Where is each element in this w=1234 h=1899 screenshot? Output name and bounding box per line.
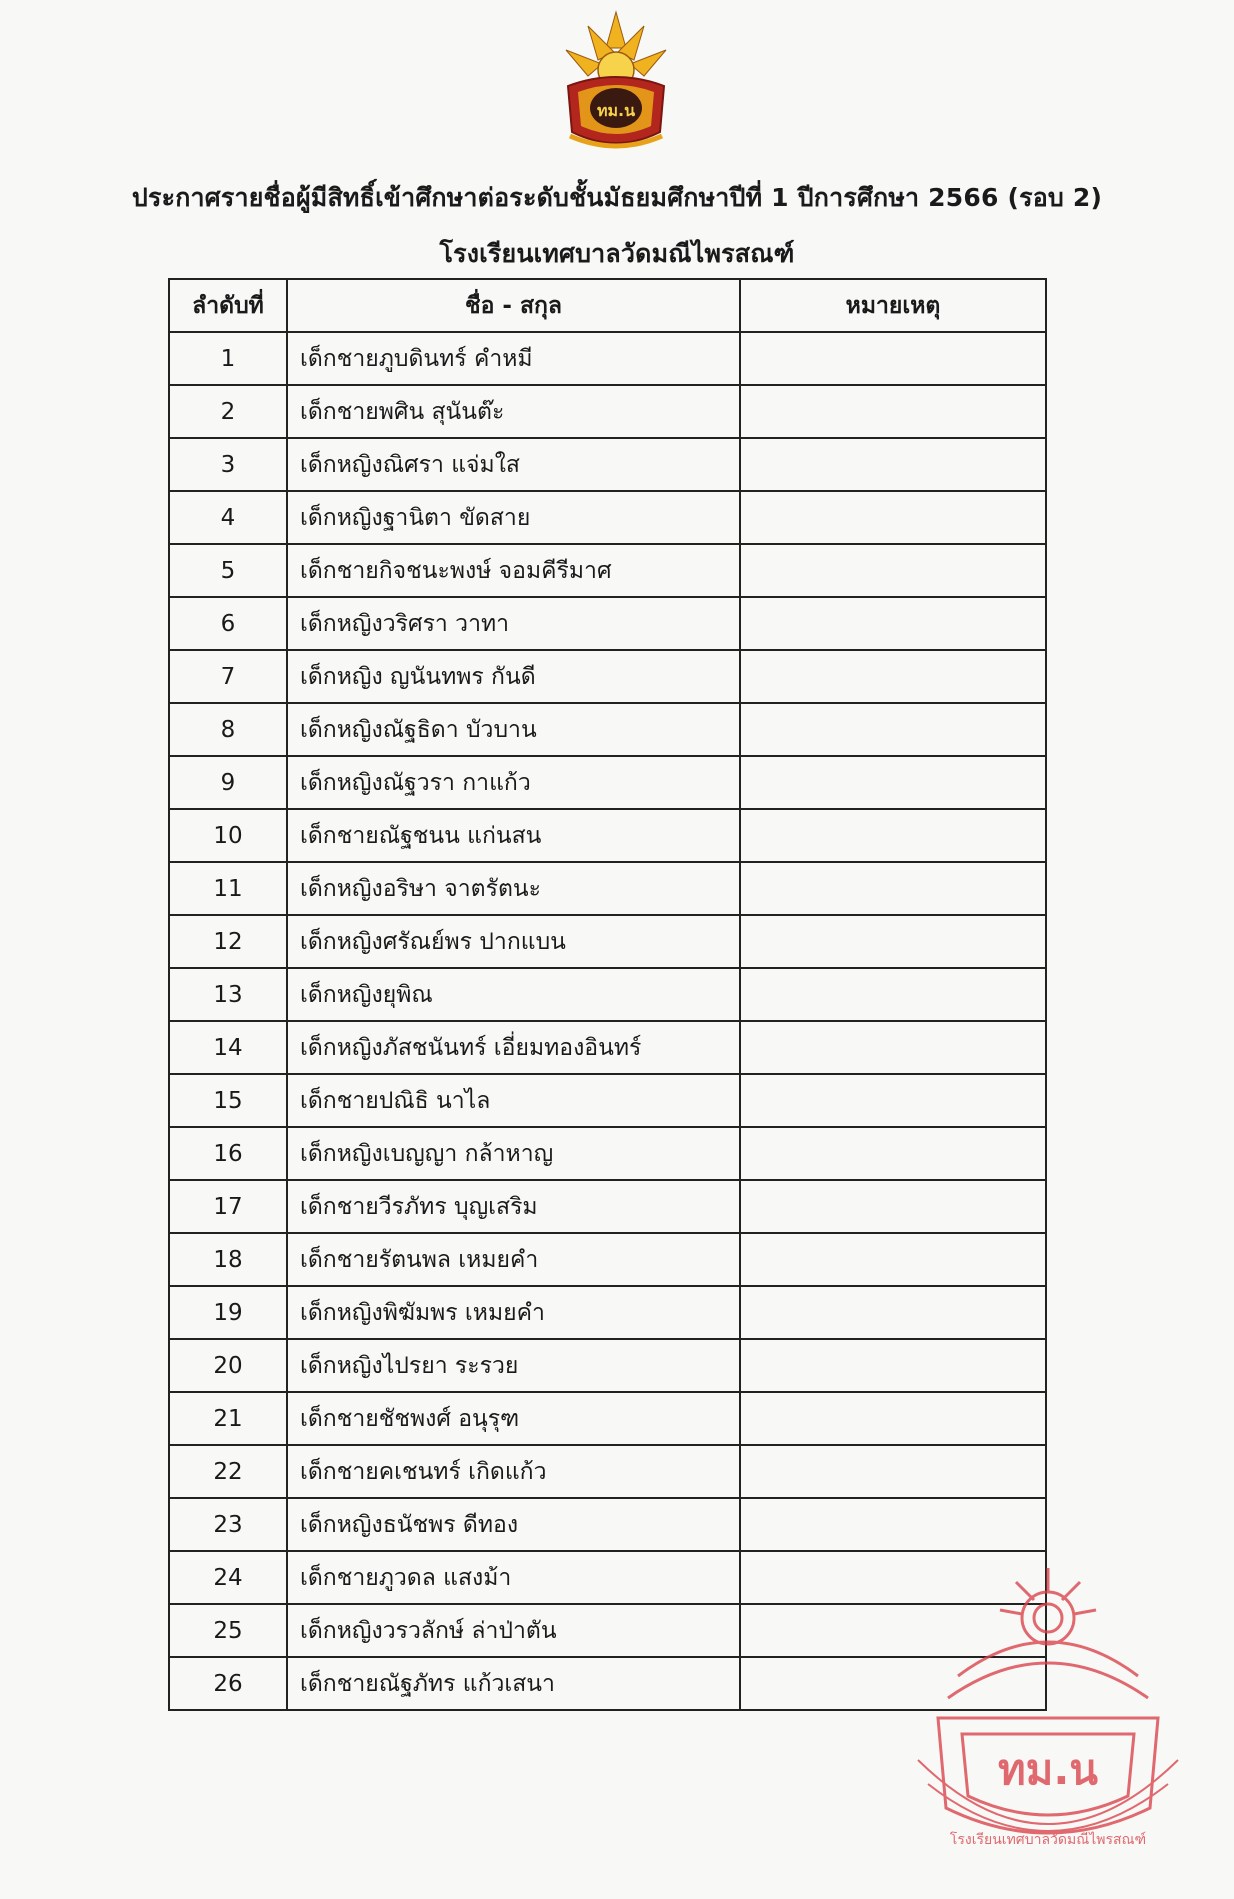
remark-cell <box>740 809 1046 862</box>
logo-text: ทม.น <box>596 101 636 120</box>
student-name: เด็กหญิงธนัชพร ดีทอง <box>287 1498 740 1551</box>
student-name: เด็กหญิงภัสชนันทร์ เอี่ยมทองอินทร์ <box>287 1021 740 1074</box>
table-row <box>169 1021 1046 1074</box>
table-row <box>169 756 1046 809</box>
row-number: 3 <box>169 438 287 491</box>
table-row <box>169 809 1046 862</box>
official-stamp <box>888 1548 1208 1868</box>
student-name: เด็กหญิงวรวลักษ์ ล่าป่าตัน <box>287 1604 740 1657</box>
student-name: เด็กชายกิจชนะพงษ์ จอมคีรีมาศ <box>287 544 740 597</box>
table-row <box>169 1498 1046 1551</box>
row-number: 19 <box>169 1286 287 1339</box>
row-number: 8 <box>169 703 287 756</box>
stamp-text: ทม.น <box>997 1745 1099 1794</box>
remark-cell <box>740 1339 1046 1392</box>
student-name: เด็กชายวีรภัทร บุญเสริม <box>287 1180 740 1233</box>
remark-cell <box>740 1021 1046 1074</box>
student-name: เด็กหญิงศรัณย์พร ปากแบน <box>287 915 740 968</box>
row-number: 6 <box>169 597 287 650</box>
remark-cell <box>740 332 1046 385</box>
row-number: 5 <box>169 544 287 597</box>
student-name: เด็กหญิงไปรยา ระรวย <box>287 1339 740 1392</box>
student-name: เด็กหญิงณัฐวรา กาแก้ว <box>287 756 740 809</box>
stamp-ring-text: โรงเรียนเทศบาลวัดมณีไพรสณฑ์ <box>949 1832 1147 1848</box>
row-number: 10 <box>169 809 287 862</box>
remark-cell <box>740 1445 1046 1498</box>
row-number: 4 <box>169 491 287 544</box>
table-row <box>169 1233 1046 1286</box>
table-row <box>169 1127 1046 1180</box>
row-number: 7 <box>169 650 287 703</box>
remark-cell <box>740 650 1046 703</box>
remark-cell <box>740 1392 1046 1445</box>
student-name: เด็กชายคเชนทร์ เกิดแก้ว <box>287 1445 740 1498</box>
row-number: 14 <box>169 1021 287 1074</box>
table-row <box>169 1074 1046 1127</box>
remark-cell <box>740 1286 1046 1339</box>
table-row <box>169 862 1046 915</box>
remark-cell <box>740 544 1046 597</box>
row-number: 23 <box>169 1498 287 1551</box>
row-number: 9 <box>169 756 287 809</box>
table-row <box>169 332 1046 385</box>
remark-cell <box>740 1180 1046 1233</box>
row-number: 2 <box>169 385 287 438</box>
row-number: 15 <box>169 1074 287 1127</box>
student-name: เด็กหญิงณิศรา แจ่มใส <box>287 438 740 491</box>
table-header-row <box>169 279 1046 332</box>
student-table <box>168 278 1047 1711</box>
student-name: เด็กหญิงวริศรา วาทา <box>287 597 740 650</box>
table-row <box>169 650 1046 703</box>
table-row <box>169 1286 1046 1339</box>
row-number: 22 <box>169 1445 287 1498</box>
row-number: 24 <box>169 1551 287 1604</box>
table-body <box>169 332 1046 1710</box>
table-row <box>169 385 1046 438</box>
student-name: เด็กหญิงยุพิณ <box>287 968 740 1021</box>
row-number: 26 <box>169 1657 287 1710</box>
remark-cell <box>740 1233 1046 1286</box>
student-name: เด็กหญิงพิฆัมพร เหมยคำ <box>287 1286 740 1339</box>
student-name: เด็กชายพศิน สุนันต๊ะ <box>287 385 740 438</box>
student-name: เด็กชายณัฐชนน แก่นสน <box>287 809 740 862</box>
remark-cell <box>740 1074 1046 1127</box>
student-name: เด็กหญิงณัฐธิดา บัวบาน <box>287 703 740 756</box>
student-name: เด็กชายภูวดล แสงม้า <box>287 1551 740 1604</box>
remark-cell <box>740 438 1046 491</box>
remark-cell <box>740 1127 1046 1180</box>
student-name: เด็กหญิงเบญญา กล้าหาญ <box>287 1127 740 1180</box>
table-row <box>169 1392 1046 1445</box>
row-number: 17 <box>169 1180 287 1233</box>
remark-cell <box>740 1498 1046 1551</box>
student-name: เด็กชายภูบดินทร์ คำหมี <box>287 332 740 385</box>
remark-cell <box>740 597 1046 650</box>
remark-cell <box>740 703 1046 756</box>
table-row <box>169 1180 1046 1233</box>
row-number: 13 <box>169 968 287 1021</box>
table-row <box>169 968 1046 1021</box>
remark-cell <box>740 862 1046 915</box>
remark-cell <box>740 491 1046 544</box>
table-row <box>169 703 1046 756</box>
table-row <box>169 915 1046 968</box>
row-number: 18 <box>169 1233 287 1286</box>
remark-cell <box>740 968 1046 1021</box>
column-header-name: ชื่อ - สกุล <box>287 279 740 332</box>
table-row <box>169 491 1046 544</box>
row-number: 25 <box>169 1604 287 1657</box>
row-number: 16 <box>169 1127 287 1180</box>
row-number: 12 <box>169 915 287 968</box>
column-header-note: หมายเหตุ <box>740 279 1046 332</box>
row-number: 21 <box>169 1392 287 1445</box>
student-name: เด็กหญิง ญนันทพร กันดี <box>287 650 740 703</box>
student-name: เด็กชายณัฐภัทร แก้วเสนา <box>287 1657 740 1710</box>
student-name: เด็กหญิงฐานิตา ขัดสาย <box>287 491 740 544</box>
remark-cell <box>740 385 1046 438</box>
remark-cell <box>740 915 1046 968</box>
table-row <box>169 544 1046 597</box>
student-name: เด็กชายชัชพงศ์ อนุรุฑ <box>287 1392 740 1445</box>
remark-cell <box>740 756 1046 809</box>
page-title: ประกาศรายชื่อผู้มีสิทธิ์เข้าศึกษาต่อระดับชั้นมัธยมศึกษาปีที่ 1 ปีการศึกษา 2566 (รอบ 2) <box>131 183 1103 212</box>
table-row <box>169 1445 1046 1498</box>
student-name: เด็กหญิงอริษา จาตรัตนะ <box>287 862 740 915</box>
table-row <box>169 438 1046 491</box>
student-name: เด็กชายรัตนพล เหมยคำ <box>287 1233 740 1286</box>
row-number: 1 <box>169 332 287 385</box>
row-number: 11 <box>169 862 287 915</box>
table-row <box>169 1339 1046 1392</box>
school-logo <box>548 8 684 158</box>
column-header-no: ลำดับที่ <box>169 279 287 332</box>
table-row <box>169 597 1046 650</box>
school-name: โรงเรียนเทศบาลวัดมณีไพรสณฑ์ <box>439 239 795 268</box>
row-number: 20 <box>169 1339 287 1392</box>
student-name: เด็กชายปณิธิ นาไล <box>287 1074 740 1127</box>
